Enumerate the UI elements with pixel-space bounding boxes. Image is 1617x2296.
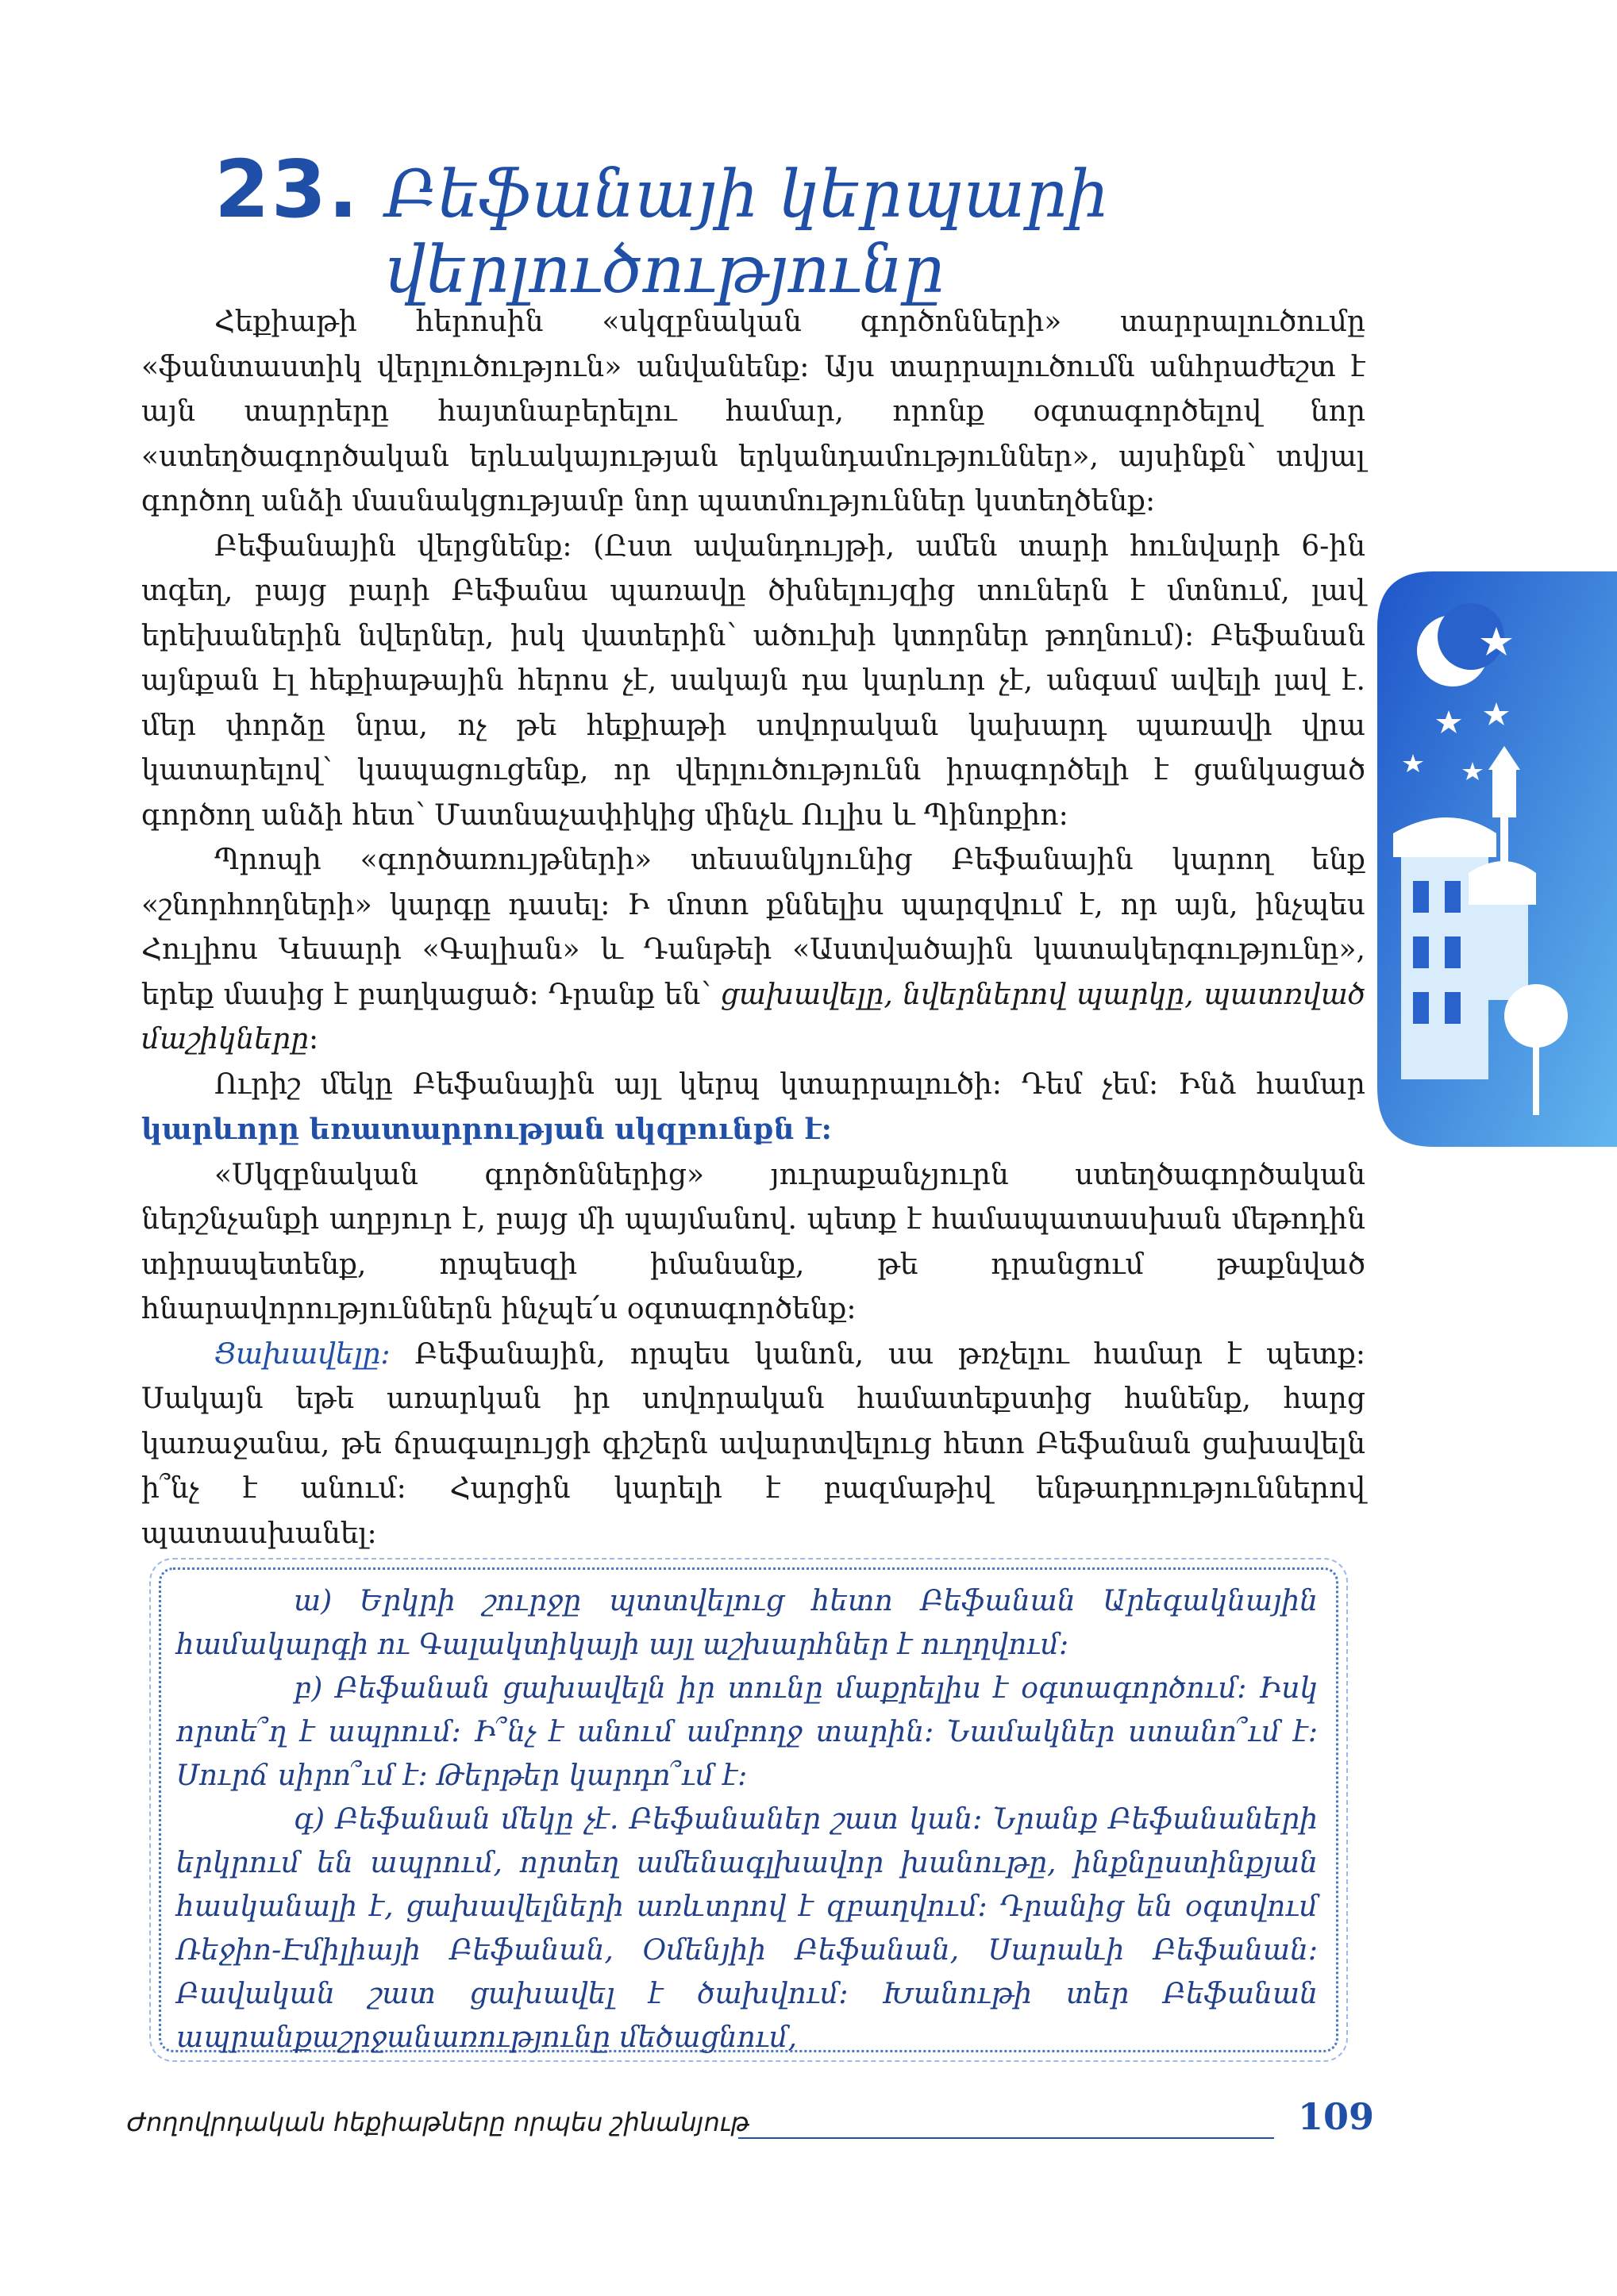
option-c: գ) Բեֆանան մեկը չէ. Բեֆանաներ շատ կան: Նրանք Բեֆանաների երկրում են ապրում, որտեղ ամենագլխավոր խանութը, ինքնըստինքյան հասկանալի է, ցախավելների առևտրով է զբաղվում: Դրանից են օգտվում Ռեջիո-Էմիլիայի Բեֆանան, Օմենյիի Բեֆանան, Սարաևի Բեֆանան: Բավական շատ ցախավել է ծախվում: Խանութի տեր Բեֆանան ապրանքաշրջանառությունը մեծացնում, [176,1803,1318,2054]
paragraph-6-text: Բեֆանային, որպես կանոն, սա թռչելու համար է պետք: Սակայն եթե առարկան իր սովորական համատեքստից հանենք, հարց կառաջանա, թե ճրագալույցի գիշերն ավարտվելուց հետո Բեֆանան ցախավելն ի՞նչ է անում: Հարցին կարելի է բազմաթիվ ենթադրություններով պատասխանել: [141,1337,1365,1550]
paragraph-2: Բեֆանային վերցնենք: (Ըստ ավանդույթի, ամեն տարի հունվարի 6-ին տգեղ, բայց բարի Բեֆանա պառավը ծխնելույզից տուներն է մտնում, լավ երեխաներին նվերներ, իսկ վատերին՝ ածուխի կտորներ թողնում): Բեֆանան այնքան էլ հեքիաթային հերոս չէ, սակայն դա կարևոր չէ, անգամ ավելի լավ է. մեր փորձը նրա, ոչ թե հեքիաթի սովորական կախարդ պառավի վրա կատարելով՝ կապացուցենք, որ վերլուծությունն իրագործելի է ցանկացած գործող անձի հետ՝ Մատնաչափիկից մինչև Ուլիս և Պինոքիո: [141,529,1365,832]
paragraph-6 [141,1333,1365,1557]
footer-book-title: Ժողովրդական հեքիաթները որպես շինանյութ [127,2107,750,2137]
paragraph-4-text: Ուրիշ մեկը Բեֆանային այլ կերպ կտարրալուծի: Դեմ չեմ: Ինձ համար [214,1067,1365,1101]
side-illustration [1377,571,1617,1147]
paragraph-3 [141,838,1365,1063]
broom-heading: Ցախավելը: [214,1337,391,1371]
footer-divider [738,2137,1274,2139]
option-a: ա) Երկրի շուրջը պտտվելուց հետո Բեֆանան Արեգակնային համակարգի ու Գալակտիկայի այլ աշխարհներ է ուղղվում: [176,1585,1318,1661]
paragraph-3-end: : [308,1023,319,1056]
page-title [214,143,1453,308]
quote-box [176,1579,1318,2059]
paragraph-3-text: Պրոպի «գործառույթների» տեսանկյունից Բեֆանային կարող ենք «շնորհողների» կարգը դասել: Ի մոտո քննելիս պարզվում է, որ այն, ինչպես Հուլիոս Կեսարի «Գալիան» և Դանթեի «Աստվածային կատակերգությունը», երեք մասից է բաղկացած: Դրանք են՝ [141,844,1365,1011]
paragraph-3-items: ցախավելը, նվերներով պարկը, պատռված մաշիկները [141,978,1365,1056]
chapter-title: Բեֆանայի կերպարի վերլուծությունը [385,157,1109,308]
body-text [141,300,1365,1556]
paragraph-1: Հեքիաթի հերոսին «սկզբնական գործոնների» տարրալուծումը «ֆանտաստիկ վերլուծություն» անվանենք: Այս տարրալուծումն անհրաժեշտ է այն տարրերը հայտնաբերելու համար, որոնք օգտագործելով նոր «ստեղծագործական երևակայության երկանդամություններ», այսինքն՝ տվյալ գործող անձի մասնակցությամբ նոր պատմություններ կստեղծենք: [141,306,1365,517]
page-number: 109 [1298,2095,1375,2138]
paragraph-4 [141,1063,1365,1153]
chapter-number: 23. [214,143,360,236]
key-principle: կարևորը եռատարրության սկզբունքն է: [141,1113,832,1146]
option-b: բ) Բեֆանան ցախավելն իր տունը մաքրելիս է օգտագործում: Իսկ որտե՞ղ է ապրում: Ի՞նչ է անում ամբողջ տարին: Նամակներ ստանո՞ւմ է: Սուրճ սիրո՞ւմ է: Թերթեր կարդո՞ւմ է: [176,1672,1318,1792]
paragraph-5: «Սկզբնական գործոններից» յուրաքանչյուրն ստեղծագործական ներշնչանքի աղբյուր է, բայց մի պայմանով. պետք է համապատասխան մեթոդին տիրապետենք, որպեսզի իմանանք, թե դրանցում թաքնված հնարավորություններն ինչպե՛ս օգտագործենք: [141,1158,1365,1325]
